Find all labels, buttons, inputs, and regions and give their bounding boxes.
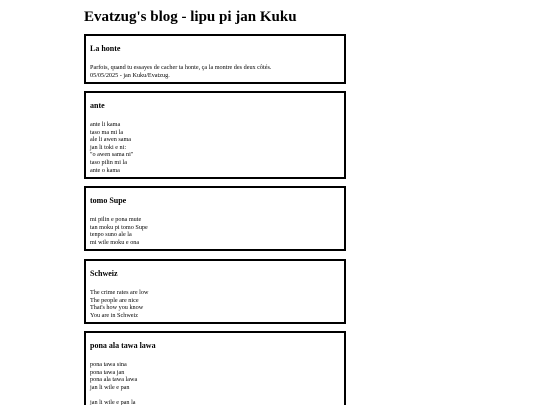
post-line: You are in Schweiz [90,311,139,319]
post-body [90,121,340,174]
post-line: pona ala tawa lawa [90,376,138,384]
post-line: jan li wile e pan [90,383,130,391]
post-line: Parfois, quand tu essayes de cacher ta honte, ça la montre des deux côtés. [90,64,272,71]
post-body [90,289,340,319]
post-line: tan moku pi tomo Supe [90,223,148,231]
post-date: 05/05/2025 - jan Kuku/Evatzug. [90,71,170,79]
post-card [84,259,346,324]
post-line: "o awen sama ni" [90,151,134,159]
post-line: That's how you know [90,304,144,312]
post-card [84,186,346,251]
post-line: ante o kama [90,166,120,174]
post-card [84,34,346,84]
post-title: tomo Supe [90,196,127,205]
post-title: La honte [90,44,121,53]
post-card [84,331,346,405]
post-line: The people are nice [90,296,139,304]
post-line: taso pilin mi la [90,158,127,166]
post-line: tenpo suno ale la [90,231,132,239]
blog-title: Evatzug's blog - lipu pi jan Kuku [84,9,297,25]
post-body [90,361,340,405]
post-line: jan li wile e pan la [90,398,136,405]
post-line: mi wile moku e ona [90,238,140,246]
post-line: jan li toki e ni: [90,143,127,151]
post-line: ale li awen sama [90,136,132,144]
post-line-blank [90,391,340,399]
post-title: Schweiz [90,269,118,278]
post-line: The crime rates are low [90,289,149,296]
post-line: pona tawa sina [90,361,127,368]
post-body [90,64,340,79]
post-title: pona ala tawa lawa [90,341,156,350]
post-title: ante [90,101,105,110]
post-line: pona tawa jan [90,368,125,376]
post-line: mi pilin e pona mute [90,216,142,223]
post-line: taso ma mi la [90,128,124,136]
post-card [84,91,346,179]
post-body [90,216,340,246]
post-line: ante li kama [90,121,121,128]
